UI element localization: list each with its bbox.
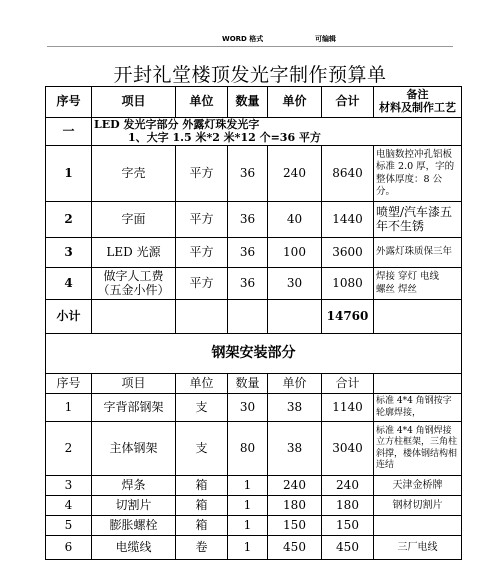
table-row	[46, 146, 462, 202]
col-seq-header: 序号	[46, 87, 92, 118]
row-price: 38	[268, 394, 322, 422]
table-row	[46, 394, 462, 422]
row-price: 30	[268, 268, 322, 300]
row-seq: 3	[46, 476, 92, 496]
row-seq: 3	[46, 238, 92, 268]
row-item: 电缆线	[92, 536, 176, 560]
header-row-2	[46, 374, 462, 394]
table-row	[46, 422, 462, 476]
row-qty: 36	[228, 268, 268, 300]
row-unit: 支	[176, 394, 228, 422]
row-remark	[374, 516, 462, 536]
steel-section-row	[46, 334, 462, 374]
row-unit: 卷	[176, 536, 228, 560]
table-row	[46, 238, 462, 268]
led-section-seq: 一	[46, 118, 92, 146]
col-price-header: 单价	[268, 87, 322, 118]
row-item: 字背部钢架	[92, 394, 176, 422]
row-qty: 1	[228, 476, 268, 496]
row-remark: 三厂电线	[374, 536, 462, 560]
header-editable: 可编辑	[315, 35, 336, 43]
row-unit: 平方	[176, 268, 228, 300]
row-price: 40	[268, 202, 322, 238]
row-qty: 80	[228, 422, 268, 476]
row-item: 做字人工费 （五金小件）	[92, 268, 176, 300]
row-remark: 喷塑/汽车漆五年不生锈	[374, 202, 462, 238]
row-total: 150	[322, 516, 374, 536]
row-qty: 1	[228, 496, 268, 516]
row-total: 180	[322, 496, 374, 516]
steel-section-title: 钢架安装部分	[46, 334, 462, 374]
table-row	[46, 476, 462, 496]
row-seq: 5	[46, 516, 92, 536]
header-row	[46, 87, 462, 118]
row-item: 膨胀螺栓	[92, 516, 176, 536]
row-item: 焊条	[92, 476, 176, 496]
row-seq: 2	[46, 422, 92, 476]
row-remark: 标准 4*4 角钢按字轮廓焊接，	[374, 394, 462, 422]
row-remark: 钢材切割片	[374, 496, 462, 516]
row-seq: 2	[46, 202, 92, 238]
row-unit: 平方	[176, 202, 228, 238]
header-format: WORD 格式	[222, 35, 264, 43]
table-row	[46, 516, 462, 536]
col-total-header: 合计	[322, 374, 374, 394]
row-unit: 箱	[176, 476, 228, 496]
row-total: 450	[322, 536, 374, 560]
led-section-line1: LED 发光字部分 外露灯珠发光字	[94, 118, 260, 132]
table-row	[46, 202, 462, 238]
led-section-desc	[92, 118, 462, 146]
row-qty: 36	[228, 202, 268, 238]
table-row	[46, 268, 462, 300]
row-remark: 天津金桥牌	[374, 476, 462, 496]
col-price-header: 单价	[268, 374, 322, 394]
row-item: LED 光源	[92, 238, 176, 268]
row-qty: 36	[228, 238, 268, 268]
page-header	[0, 34, 500, 46]
row-unit: 支	[176, 422, 228, 476]
row-total: 8640	[322, 146, 374, 202]
led-section-row	[46, 118, 462, 146]
header-divider	[47, 46, 453, 47]
col-item-header: 项目	[92, 87, 176, 118]
col-unit-header: 单位	[176, 374, 228, 394]
col-seq-header: 序号	[46, 374, 92, 394]
row-seq: 1	[46, 146, 92, 202]
subtotal-row	[46, 300, 462, 334]
row-price: 450	[268, 536, 322, 560]
row-price: 100	[268, 238, 322, 268]
row-price: 240	[268, 146, 322, 202]
budget-table	[45, 86, 462, 560]
row-remark: 外露灯珠质保三年	[374, 238, 462, 268]
row-item: 切割片	[92, 496, 176, 516]
row-unit: 箱	[176, 496, 228, 516]
row-seq: 4	[46, 268, 92, 300]
subtotal-label: 小计	[46, 300, 92, 334]
row-unit: 平方	[176, 146, 228, 202]
row-unit: 平方	[176, 238, 228, 268]
row-item: 字面	[92, 202, 176, 238]
row-remark: 焊接 穿灯 电线 螺丝 焊丝	[374, 268, 462, 300]
row-seq: 1	[46, 394, 92, 422]
col-unit-header: 单位	[176, 87, 228, 118]
document-title: 开封礼堂楼顶发光字制作预算单	[113, 64, 387, 86]
col-item-header: 项目	[92, 374, 176, 394]
row-qty: 1	[228, 516, 268, 536]
row-seq: 6	[46, 536, 92, 560]
col-qty-header: 数量	[228, 374, 268, 394]
row-remark: 标准 4*4 角钢焊接立方柱框架，三角柱斜撑，楼体钢结构相连结	[374, 422, 462, 476]
row-total: 3040	[322, 422, 374, 476]
row-total: 3600	[322, 238, 374, 268]
row-unit: 箱	[176, 516, 228, 536]
row-seq: 4	[46, 496, 92, 516]
row-price: 150	[268, 516, 322, 536]
row-total: 1440	[322, 202, 374, 238]
col-qty-header: 数量	[228, 87, 268, 118]
row-price: 240	[268, 476, 322, 496]
col-total-header: 合计	[322, 87, 374, 118]
table-row	[46, 536, 462, 560]
row-qty: 1	[228, 536, 268, 560]
row-price: 38	[268, 422, 322, 476]
row-price: 180	[268, 496, 322, 516]
led-section-line2: 1、大字 1.5 米*2 米*12 个=36 平方	[128, 130, 321, 144]
row-qty: 30	[228, 394, 268, 422]
table-row	[46, 496, 462, 516]
row-total: 1140	[322, 394, 374, 422]
row-total: 1080	[322, 268, 374, 300]
row-remark: 电脑数控冲孔铝板标准 2.0 厚，字的整体厚度：8 公分。	[374, 146, 462, 202]
row-total: 240	[322, 476, 374, 496]
col-remark-header: 备注 材料及制作工艺	[374, 87, 462, 118]
row-item: 字壳	[92, 146, 176, 202]
row-qty: 36	[228, 146, 268, 202]
row-item: 主体钢架	[92, 422, 176, 476]
col-remark-header	[374, 374, 462, 394]
subtotal-value: 14760	[322, 300, 374, 334]
